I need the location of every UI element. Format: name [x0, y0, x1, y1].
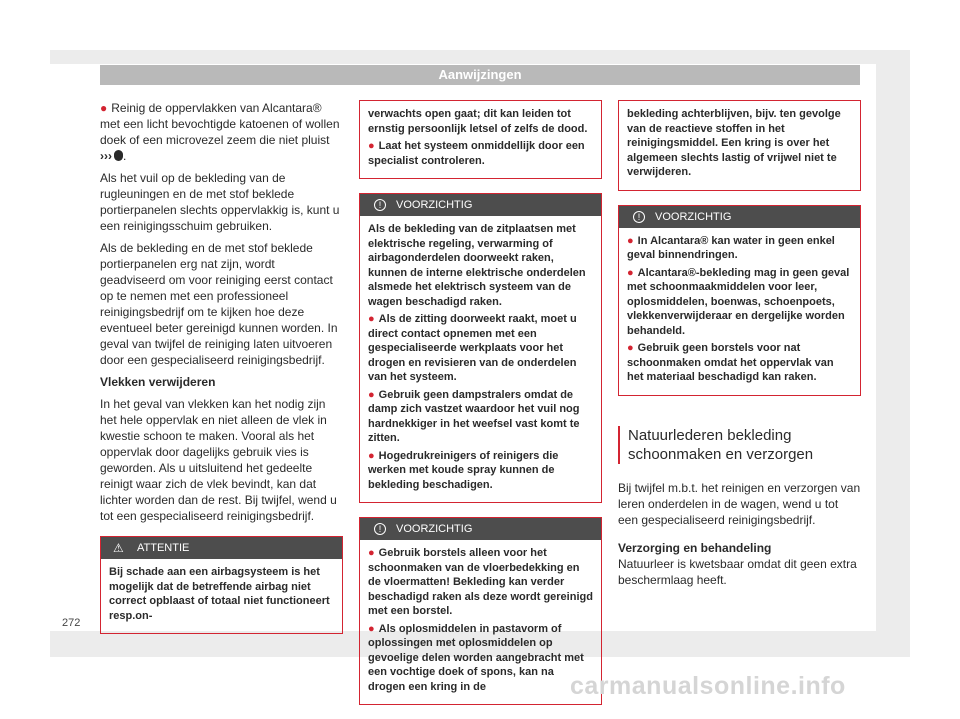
bullet-icon: ●: [368, 547, 375, 559]
caution-box-1-header: ! VOORZICHTIG: [360, 194, 601, 216]
paragraph-leather-vulnerable: Natuurleer is kwetsbaar omdat dit geen extra beschermlaag heeft.: [618, 556, 857, 587]
bullet-icon: ●: [627, 234, 634, 247]
column-2: [359, 100, 602, 719]
caution-box-2-header: ! VOORZICHTIG: [360, 518, 601, 540]
caution-box-1: [359, 193, 602, 503]
attention-box-continued-body: verwachts open gaat; dit kan leiden tot ernstig persoonlijk letsel of zelfs de dood. ● Laat het systeem onmiddellijk door een specialist controleren.: [368, 108, 588, 167]
see-also-arrows: ›››: [100, 149, 112, 163]
paragraph-alcantara: ● Reinig de oppervlakken van Alcantara® met een licht bevochtigde katoenen of wollen doek of een microvezel zeem die niet pluist ››› .: [100, 101, 340, 163]
attention-box-body: Bij schade aan een airbagsysteem is het mogelijk dat de betreffende airbag niet correct opblaast of totaal niet functioneert resp.on-: [109, 566, 330, 622]
bullet-icon: ●: [368, 449, 375, 462]
caution-box-2-body: ● Gebruik borstels alleen voor het schoonmaken van de vloerbedekking en de vloermatten! Bekleding kan verder beschadigd raken als deze wordt gereinigd met een borstel. ● Als oplosmiddelen in pastavorm of oplossingen met oplosmiddelen op gevoelige delen worden aangebracht met een vochtige doek of spons, kan na drogen een kring in de: [368, 547, 593, 693]
caution-box-3-body: ● In Alcantara® kan water in geen enkel geval binnendringen. ● Alcantara®-bekleding mag in geen geval met schoonmaakmiddelen voor leer, oplosmiddelen, boenwas, schoenpoets, vlekkenverwijderaar en dergelijke worden behandeld. ● Gebruik geen borstels voor nat schoonmaken omdat het oppervlak van het materiaal beschadigd kan raken.: [627, 234, 850, 383]
warning-reference-icon: [114, 150, 123, 161]
bullet-icon: ●: [368, 313, 375, 325]
paragraph-wet-upholstery: Als de bekleding en de met stof beklede portierpanelen erg nat zijn, wordt geadviseerd om voor reiniging eerst contact op te nemen met een professioneel reinigingsbedrijf om te kijken hoe deze eventueel beter gereinigd kunnen worden. In geval van twijfel de reiniging laten uitvoeren door een gespecialiseerd reinigingsbedrijf.: [100, 241, 338, 367]
column-3: [618, 100, 861, 600]
section-header: Aanwijzingen: [100, 65, 860, 85]
subhead-care: Verzorging en behandeling: [618, 540, 772, 555]
bullet-icon: ●: [368, 388, 375, 401]
caution-icon: !: [374, 523, 386, 535]
paragraph-leather-doubt: Bij twijfel m.b.t. het reinigen en verzorgen van leren onderdelen in de wagen, wend u tot een gespecialiseerd reinigingsbedrijf.: [618, 480, 861, 527]
caution-box-continued: [618, 100, 861, 191]
warning-triangle-icon: ⚠: [113, 541, 124, 555]
bullet-icon: ●: [368, 622, 375, 635]
paragraph-foam: Als het vuil op de bekleding van de rugleuningen en de met stof beklede portierpanelen slechts oppervlakkig is, kunt u een reinigingsschuim gebruiken.: [100, 171, 340, 233]
bullet-icon: ●: [368, 140, 375, 152]
caution-icon: !: [633, 211, 645, 223]
section-title-leather: Natuurlederen bekleding schoonmaken en verzorgen: [618, 426, 861, 464]
caution-icon: !: [374, 199, 386, 211]
bullet-icon: ●: [627, 266, 634, 279]
attention-box-header: ⚠ ATTENTIE: [101, 537, 342, 559]
caution-box-2: [359, 517, 602, 705]
caution-box-1-body: Als de bekleding van de zitplaatsen met elektrische regeling, verwarming of airbagonderdelen doorweekt raken, kunnen de interne elektrische onderdelen alsmede het elektrisch systeem van de wagen beschadigd raken. ● Als de zitting doorweekt raakt, moet u direct contact opnemen met een gespecialiseerde werkplaats voor het drogen en revisieren van de onderdelen van het systeem. ● Gebruik geen dampstralers omdat de damp zich vastzet waardoor het vuil nog hardnekkiger in het weefsel vast komt te zitten. ● Hogedrukreinigers of reinigers die werken met koude spray kunnen de bekleding beschadigen.: [368, 223, 586, 491]
watermark: carmanualsonline.info: [570, 672, 846, 700]
paragraph-stains: In het geval van vlekken kan het nodig zijn het hele oppervlak en niet alleen de vlek in kwestie schoon te maken. Vooral als het oppervlak door dagelijks gebruik vies is geworden. Als u uitsluitend het gedeelte reinigt waar zich de vlek bevindt, kan dat lichter worden dan de rest. Bij twijfel, wend u tot een gespecialiseerd reinigingsbedrijf.: [100, 397, 337, 523]
page-number: 272: [62, 617, 81, 629]
attention-box-continued: [359, 100, 602, 179]
subhead-stains: Vlekken verwijderen: [100, 375, 216, 389]
attention-box: [100, 536, 343, 634]
bullet-icon: ●: [100, 101, 108, 115]
caution-box-continued-body: bekleding achterblijven, bijv. ten gevolge van de reactieve stoffen in het reinigingsmiddel. Een kring is over het algemeen slechts lastig of vrijwel niet te verwijderen.: [627, 108, 841, 178]
caution-box-3: [618, 205, 861, 396]
column-1: [100, 100, 343, 648]
caution-box-3-header: ! VOORZICHTIG: [619, 206, 860, 228]
bullet-icon: ●: [627, 342, 634, 354]
